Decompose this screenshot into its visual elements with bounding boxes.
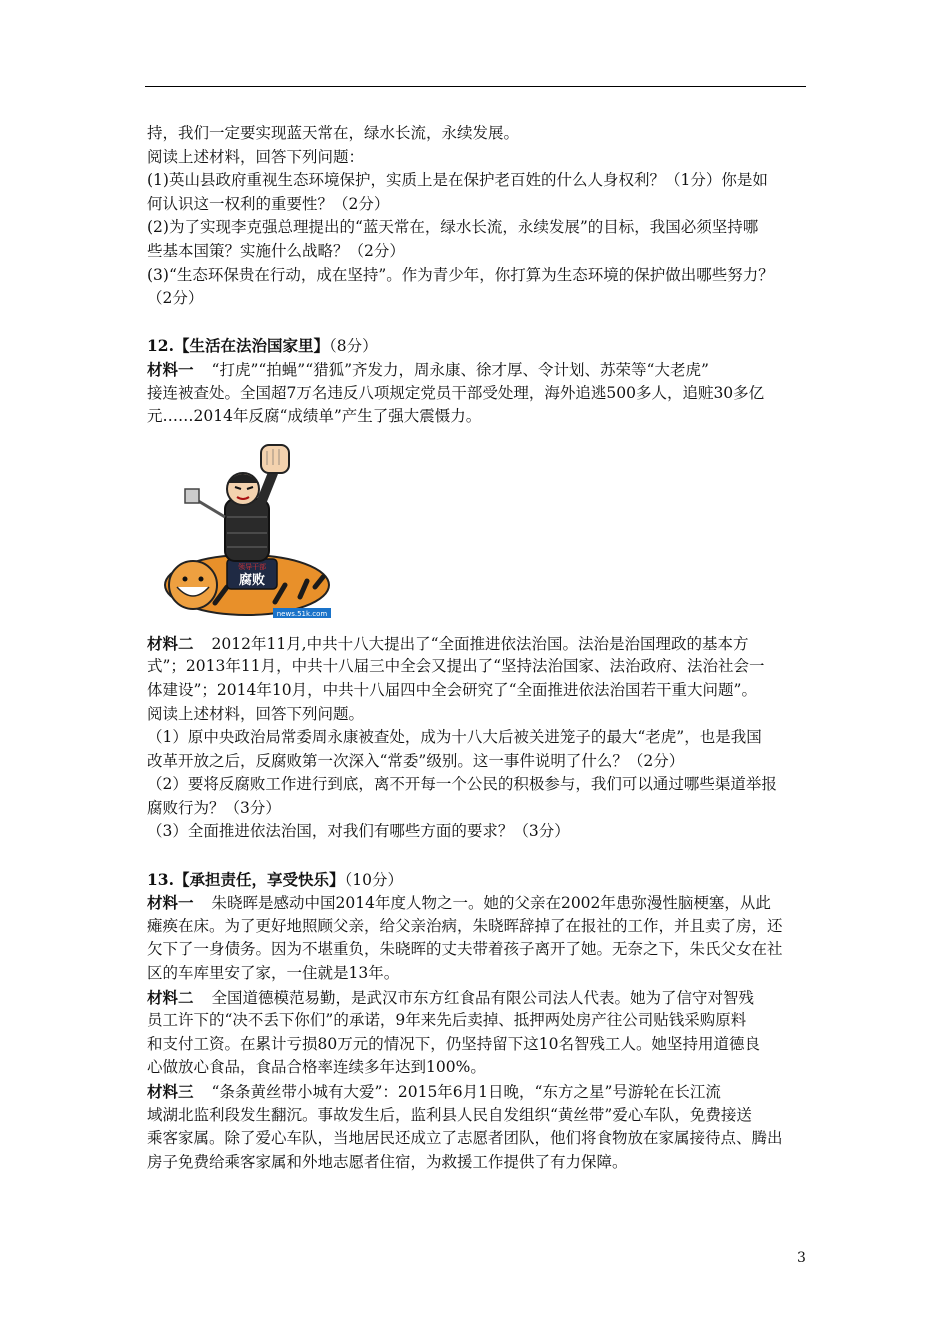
text-line: 些基本国策？实施什么战略？（2分） bbox=[147, 241, 405, 260]
question-score: （10分） bbox=[344, 870, 403, 889]
text-line: 元……2014年反腐“成绩单”产生了强大震慑力。 bbox=[147, 407, 482, 426]
text-line: 腐败行为？（3分） bbox=[147, 798, 281, 817]
text-line: 欠下了一身债务。因为不堪重负，朱晓晖的丈夫带着孩子离开了她。无奈之下，朱氏父女在社 bbox=[147, 940, 783, 959]
material-line bbox=[147, 986, 807, 1010]
text-line: “条条黄丝带小城有大爱”：2015年6月1日晚，“东方之星”号游轮在长江流 bbox=[211, 1083, 721, 1101]
text-line: 心做放心食品，食品合格率连续多年达到100%。 bbox=[147, 1058, 486, 1077]
text-line: 2012年11月,中共十八大提出了“全面推进依法治国。法治是治国理政的基本方 bbox=[211, 634, 749, 653]
material-label: 材料一 bbox=[147, 893, 194, 913]
text-line: 乘客家属。除了爱心车队，当地居民还成立了志愿者团队，他们将食物放在家属接待点、腾出 bbox=[147, 1129, 783, 1148]
page-number: 3 bbox=[797, 1250, 806, 1266]
text-line: 阅读上述材料，回答下列问题： bbox=[147, 147, 365, 166]
text-line: （3）全面推进依法治国，对我们有哪些方面的要求？（3分） bbox=[147, 822, 570, 841]
material-label: 材料二 bbox=[147, 987, 194, 1007]
material-line bbox=[147, 891, 807, 915]
question-title bbox=[147, 868, 807, 892]
material-label: 材料一 bbox=[147, 359, 194, 379]
question-score: （8分） bbox=[328, 337, 378, 356]
text-line: 持，我们一定要实现蓝天常在，绿水长流，永续发展。 bbox=[147, 124, 520, 142]
text-line: 房子免费给乘客家属和外地志愿者住宿，为救援工作提供了有力保障。 bbox=[147, 1152, 628, 1171]
question-13 bbox=[147, 868, 807, 1175]
text-line: （1）原中央政治局常委周永康被查处，成为十八大后被关进笼子的最大“老虎”，也是我国 bbox=[147, 728, 762, 747]
material-line bbox=[147, 358, 807, 382]
q11-tail bbox=[147, 122, 807, 311]
image-watermark: news.51k.com bbox=[276, 609, 328, 618]
text-line: 和支付工资。在累计亏损80万元的情况下，仍坚持留下这10名智残工人。她坚持用道德良 bbox=[147, 1034, 760, 1053]
material-line bbox=[147, 632, 807, 656]
material-label: 材料三 bbox=[147, 1082, 194, 1101]
material-label: 材料二 bbox=[147, 633, 194, 653]
text-line: (2)为了实现李克强总理提出的“蓝天常在，绿水长流，永续发展”的目标，我国必须坚持哪 bbox=[147, 218, 759, 237]
question-12 bbox=[147, 334, 807, 844]
sign-text-main: 腐败 bbox=[238, 572, 266, 588]
header-rule bbox=[145, 86, 806, 87]
document-body bbox=[147, 122, 807, 1174]
anti-corruption-cartoon bbox=[155, 437, 345, 622]
text-line: 全国道德模范易勤，是武汉市东方红食品有限公司法人代表。她为了信守对智残 bbox=[211, 988, 755, 1007]
text-line: 式”；2013年11月，中共十八届三中全会又提出了“坚持法治国家、法治政府、法治社会一 bbox=[147, 657, 765, 676]
text-line: 域湖北监利段发生翻沉。事故发生后，监利县人民自发组织“黄丝带”爱心车队，免费接送 bbox=[147, 1105, 752, 1124]
text-line: 阅读上述材料，回答下列问题。 bbox=[147, 704, 365, 723]
sign-text-top: 领导干部 bbox=[238, 562, 266, 571]
text-line: （2）要将反腐败工作进行到底，离不开每一个公民的积极参与，我们可以通过哪些渠道举报 bbox=[147, 775, 777, 794]
text-line: 朱晓晖是感动中国2014年度人物之一。她的父亲在2002年患弥漫性脑梗塞，从此 bbox=[211, 894, 771, 913]
text-line: “打虎”“拍蝇”“猎狐”齐发力，周永康、徐才厚、令计划、苏荣等“大老虎” bbox=[211, 360, 709, 379]
text-line: (1)英山县政府重视生态环境保护，实质上是在保护老百姓的什么人身权利？（1分）你是如 bbox=[147, 171, 768, 190]
text-line: （2分） bbox=[147, 289, 204, 308]
question-title bbox=[147, 334, 807, 358]
text-line: 区的车库里安了家，一住就是13年。 bbox=[147, 964, 400, 983]
text-line: 瘫痪在床。为了更好地照顾父亲，给父亲治病，朱晓晖辞掉了在报社的工作，并且卖了房，还 bbox=[147, 916, 783, 935]
text-line: 改革开放之后，反腐败第一次深入“常委”级别。这一事件说明了什么？（2分） bbox=[147, 751, 685, 770]
text-line: (3)“生态环保贵在行动，成在坚持”。作为青少年，你打算为生态环境的保护做出哪些努力？ bbox=[147, 265, 774, 284]
text-line: 体建设”；2014年10月，中共十八届四中全会研究了“全面推进依法治国若干重大问题”。 bbox=[147, 680, 757, 699]
text-line: 员工许下的“决不丢下你们”的承诺，9年来先后卖掉、抵押两处房产往公司贴钱采购原料 bbox=[147, 1011, 747, 1030]
text-line: 接连被查处。全国超7万名违反八项规定党员干部受处理，海外追逃500多人，追赃30多亿 bbox=[147, 383, 765, 402]
question-heading: 13.【承担责任，享受快乐】 bbox=[147, 869, 345, 889]
material-line bbox=[147, 1080, 807, 1104]
text-line: 何认识这一权利的重要性？（2分） bbox=[147, 194, 390, 213]
question-heading: 12.【生活在法治国家里】 bbox=[147, 336, 329, 356]
